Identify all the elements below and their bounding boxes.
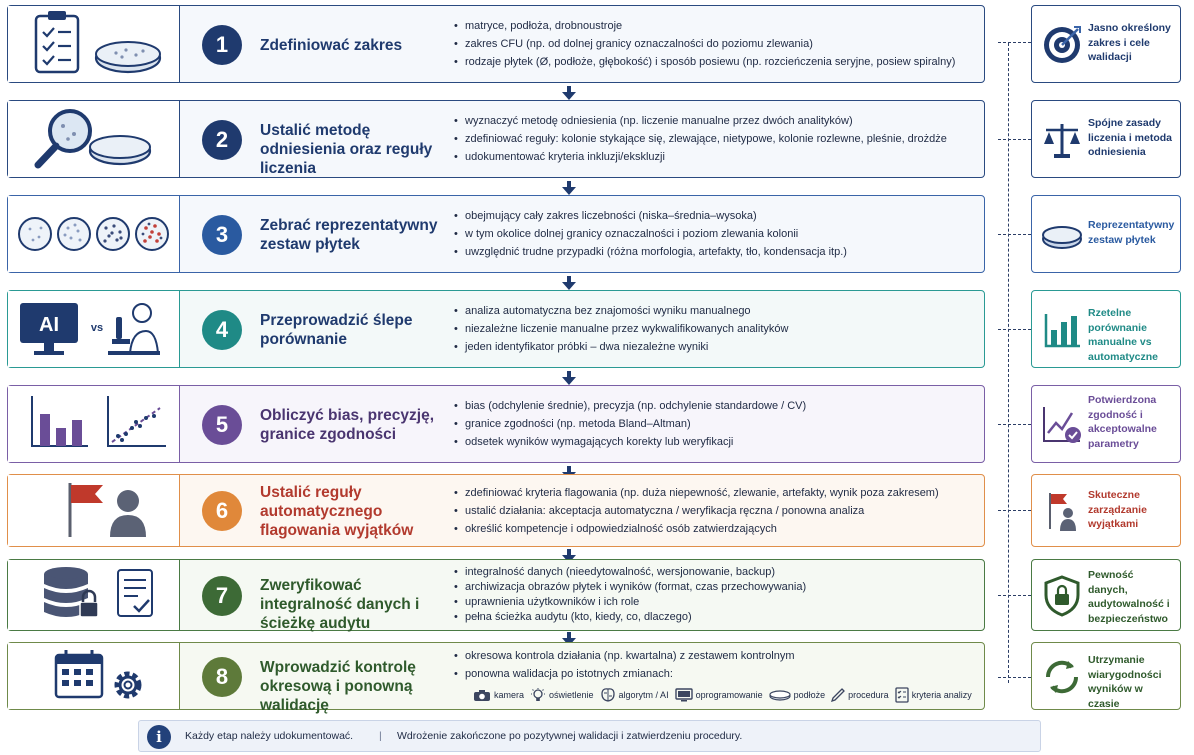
bullet: • integralność danych (nieedytowalność, wersjonowanie, backup): [453, 565, 806, 580]
step-1-number: 1: [202, 25, 242, 65]
tool-software: [675, 688, 763, 702]
petri-dishes-icon: [8, 196, 180, 271]
bullet: • odsetek wyników wymagających korekty lub weryfikacji: [453, 433, 806, 451]
result-6-text: Skuteczne zarządzanie wyjątkami: [1088, 489, 1147, 530]
flag-person-icon: [8, 475, 180, 545]
magnifier-petri-icon: [8, 101, 180, 176]
info-icon: i: [147, 725, 171, 749]
database-lock-icon: [8, 560, 180, 629]
step-7-title: Zweryfikować integralność danych i ścieżkę audytu: [260, 577, 420, 632]
step-8-icon-cell: [8, 643, 180, 709]
bullet: • matryce, podłoża, drobnoustroje: [453, 17, 955, 35]
bullet: • okresowa kontrola działania (np. kwartalna) z zestawem kontrolnym: [453, 647, 795, 665]
target-icon: [1040, 23, 1084, 67]
tool-procedure: [831, 688, 889, 703]
step-1: [7, 5, 985, 83]
bullet: • rodzaje płytek (Ø, podłoże, głębokość) i sposób posiewu (np. rozcieńczenia seryjne, posiew spiralny): [453, 53, 955, 71]
tool-label: podłoże: [793, 690, 826, 700]
check-chart-icon: [1040, 403, 1084, 447]
result-8-text: Utrzymanie wiarygodności wyników w czasie: [1088, 654, 1162, 710]
down-arrow-icon: [561, 371, 577, 385]
step-5-icon-cell: [8, 386, 180, 462]
light-bulb-icon: [530, 688, 546, 703]
checklist-icon: [895, 687, 909, 703]
result-1-text: Jasno określony zakres i cele walidacji: [1088, 22, 1171, 63]
step-4-bullets: [453, 302, 788, 356]
footer-left-text: Każdy etap należy udokumentować.: [185, 730, 354, 742]
step-2-icon-cell: [8, 101, 180, 177]
bullet: • obejmujący cały zakres liczebności (niska–średnia–wysoka): [453, 207, 847, 225]
scales-icon: [1040, 118, 1084, 162]
step-7-bullets: [453, 565, 806, 625]
bullet: • granice zgodności (np. metoda Bland–Altman): [453, 415, 806, 433]
connector-7: [998, 595, 1031, 596]
result-6: [1031, 474, 1181, 547]
connector-3: [998, 234, 1031, 235]
result-8: [1031, 642, 1181, 710]
step-4: [7, 290, 985, 368]
down-arrow-icon: [561, 86, 577, 100]
cycle-icon: [1040, 655, 1084, 699]
step-8-title: Wprowadzić kontrolę okresową i ponowną walidację: [260, 659, 416, 714]
tool-label: algorytm / AI: [618, 690, 669, 700]
step-5-title: Obliczyć bias, precyzję, granice zgodności: [260, 407, 435, 443]
tool-algorithm: [600, 688, 669, 702]
brain-icon: [600, 688, 616, 702]
result-5-text: Potwierdzona zgodność i akceptowalne parametry: [1088, 394, 1157, 450]
result-2: [1031, 100, 1181, 178]
bullet: • określić kompetencje i odpowiedzialność osób zatwierdzających: [453, 520, 939, 538]
connector-2: [998, 139, 1031, 140]
step-2-title: Ustalić metodę odniesienia oraz reguły liczenia: [260, 122, 433, 177]
result-5: [1031, 385, 1181, 463]
down-arrow-icon: [561, 276, 577, 290]
step-7: [7, 559, 985, 631]
connector-1: [998, 42, 1031, 43]
bullet: • zdefiniować reguły: kolonie stykające się, zlewające, nietypowe, kolonie rozlewne, pleśnie, drożdże: [453, 130, 947, 148]
result-4: [1031, 290, 1181, 368]
step-1-title: Zdefiniować zakres: [260, 37, 403, 54]
tool-criteria: [895, 687, 972, 703]
footer-separator: |: [379, 730, 382, 742]
step-6: [7, 474, 985, 547]
step-7-icon-cell: [8, 560, 180, 630]
ai-vs-analyst-icon: [8, 291, 180, 366]
tool-label: kamera: [494, 690, 525, 700]
petri-dish-small-icon: [769, 689, 791, 701]
bullet: • uwzględnić trudne przypadki (różna morfologia, artefakty, tło, kondensacja itp.): [453, 243, 847, 261]
step-2-number: 2: [202, 120, 242, 160]
tool-lighting: [530, 688, 594, 703]
revalidation-triggers: [473, 687, 978, 703]
shield-lock-icon: [1040, 574, 1084, 618]
bullet: • pełna ścieżka audytu (kto, kiedy, co, dlaczego): [453, 610, 806, 625]
step-1-bullets: [453, 17, 955, 71]
step-2-bullets: [453, 112, 947, 166]
step-6-number: 6: [202, 491, 242, 531]
connector-4: [998, 329, 1031, 330]
footer-right-text: Wdrożenie zakończone po pozytywnej walidacji i zatwierdzeniu procedury.: [397, 730, 743, 742]
step-5: [7, 385, 985, 463]
connector-8: [998, 677, 1031, 678]
step-6-title: Ustalić reguły automatycznego flagowania wyjątków: [260, 484, 414, 539]
bullet: • analiza automatyczna bez znajomości wyniku manualnego: [453, 302, 788, 320]
down-arrow-icon: [561, 181, 577, 195]
calendar-gear-icon: [8, 643, 180, 708]
bullet: • ponowna walidacja po istotnych zmianach:: [453, 665, 795, 683]
flag-person-icon: [1040, 489, 1084, 533]
step-3-bullets: [453, 207, 847, 261]
step-7-number: 7: [202, 576, 242, 616]
result-4-text: Rzetelne porównanie manualne vs automatyczne: [1088, 307, 1159, 363]
tool-label: procedura: [848, 690, 889, 700]
result-3-text: Reprezentatywny zestaw płytek: [1088, 219, 1175, 246]
footer-note: [138, 720, 1041, 752]
step-6-icon-cell: [8, 475, 180, 546]
pipette-icon: [831, 688, 845, 703]
connector-5: [998, 424, 1031, 425]
petri-dish-icon: [1040, 213, 1084, 257]
bullet: • udokumentować kryteria inkluzji/ekskluzji: [453, 148, 947, 166]
step-3-number: 3: [202, 215, 242, 255]
step-4-number: 4: [202, 310, 242, 350]
bullet: • wyznaczyć metodę odniesienia (np. liczenie manualne przez dwóch analityków): [453, 112, 947, 130]
bullet: • w tym okolice dolnej granicy oznaczalności i poziom zlewania kolonii: [453, 225, 847, 243]
tool-medium: [769, 689, 826, 701]
vs-label: vs: [90, 322, 104, 334]
result-7: [1031, 559, 1181, 631]
bullet: • bias (odchylenie średnie), precyzja (np. odchylenie standardowe / CV): [453, 397, 806, 415]
tool-camera: [473, 689, 524, 702]
ai-label: AI: [39, 314, 59, 336]
tool-label: kryteria analizy: [911, 690, 972, 700]
tool-label: oświetlenie: [549, 690, 594, 700]
clipboard-petri-icon: [8, 6, 180, 81]
step-4-title: Przeprowadzić ślepe porównanie: [260, 312, 413, 348]
step-4-icon-cell: [8, 291, 180, 367]
bullet: • jeden identyfikator próbki – dwa niezależne wyniki: [453, 338, 788, 356]
tool-label: oprogramowanie: [695, 690, 763, 700]
camera-icon: [473, 689, 491, 702]
bullet: • ustalić działania: akceptacja automatyczna / weryfikacja ręczna / ponowna analiza: [453, 502, 939, 520]
step-2: [7, 100, 985, 178]
step-5-bullets: [453, 397, 806, 451]
bullet: • zakres CFU (np. od dolnej granicy oznaczalności do poziomu zlewania): [453, 35, 955, 53]
bullet: • uprawnienia użytkowników i ich role: [453, 595, 806, 610]
step-5-number: 5: [202, 405, 242, 445]
monitor-icon: [675, 688, 693, 702]
bullet: • niezależne liczenie manualne przez wykwalifikowanych analityków: [453, 320, 788, 338]
bullet: • zdefiniować kryteria flagowania (np. duża niepewność, zlewanie, artefakty, wynik poza zakresem): [453, 484, 939, 502]
step-8-bullets: [453, 647, 795, 683]
result-2-text: Spójne zasady liczenia i metoda odniesienia: [1088, 117, 1173, 158]
step-3-title: Zebrać reprezentatywny zestaw płytek: [260, 217, 438, 253]
result-1: [1031, 5, 1181, 83]
result-7-text: Pewność danych, audytowalność i bezpieczeństwo: [1088, 569, 1170, 625]
step-3: [7, 195, 985, 273]
bullet: • archiwizacja obrazów płytek i wyników (format, czas przechowywania): [453, 580, 806, 595]
step-1-icon-cell: [8, 6, 180, 82]
step-6-bullets: [453, 484, 939, 538]
step-8-number: 8: [202, 657, 242, 697]
bar-chart-icon: [1040, 308, 1084, 352]
step-8: [7, 642, 985, 714]
charts-icon: [8, 386, 180, 461]
connector-6: [998, 510, 1031, 511]
result-3: [1031, 195, 1181, 273]
step-3-icon-cell: [8, 196, 180, 272]
